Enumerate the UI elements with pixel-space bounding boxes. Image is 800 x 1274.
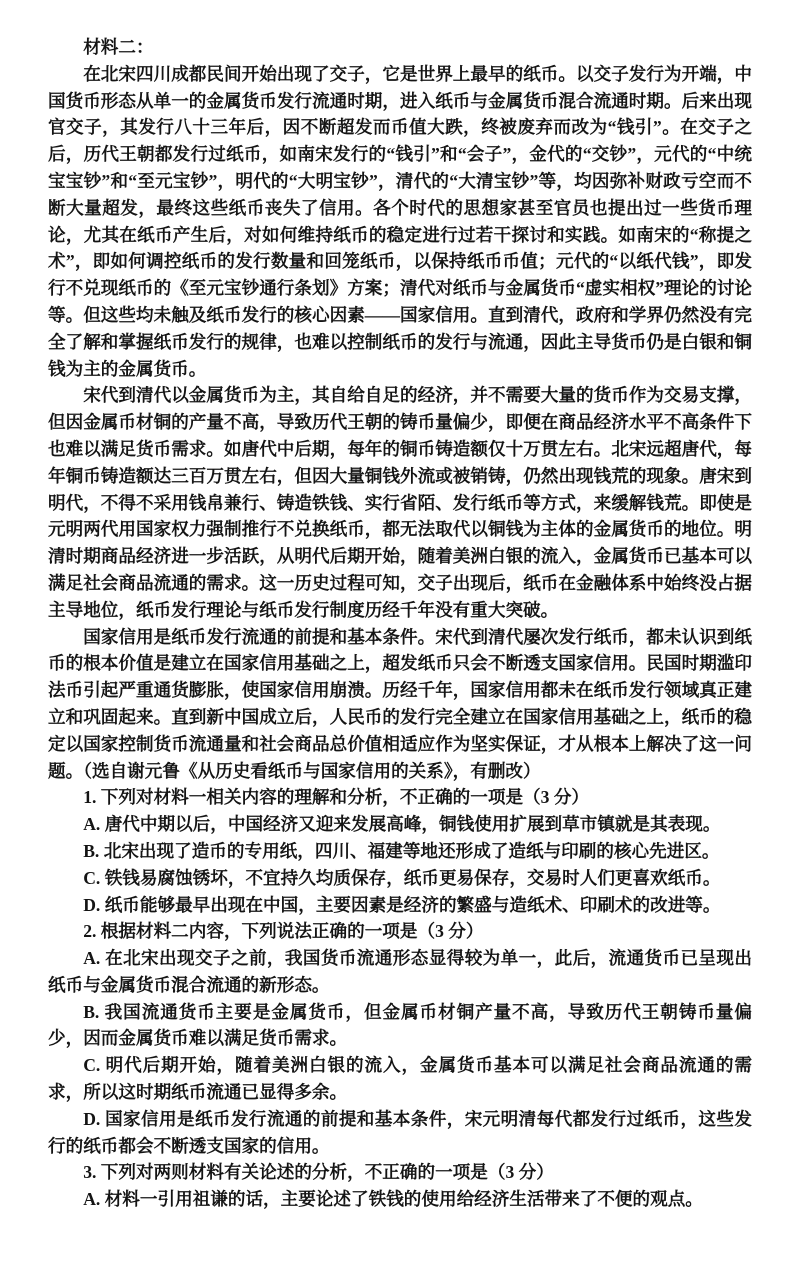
question-1-option-d: D. 纸币能够最早出现在中国，主要因素是经济的繁盛与造纸术、印刷术的改进等。 [83,894,721,915]
question-1-option-b: B. 北宋出现了造币的专用纸，四川、福建等地还形成了造纸与印刷的核心先进区。 [83,840,720,861]
question-2-option-d: D. 国家信用是纸币发行流通的前提和基本条件，宋元明清每代都发行过纸币，这些发行的纸币都会不断透支国家的信用。 [48,1108,752,1156]
question-2-option-b: B. 我国流通货币主要是金属货币，但金属币材铜产量不高，导致历代王朝铸币量偏少，因而金属货币难以满足货币需求。 [48,1001,752,1049]
question-3-option-a: A. 材料一引用祖谦的话，主要论述了铁钱的使用给经济生活带来了不便的观点。 [83,1189,703,1210]
question-3-stem: 3. 下列对两则材料有关论述的分析，不正确的一项是（3 分） [83,1162,554,1183]
question-2-stem: 2. 根据材料二内容，下列说法正确的一项是（3 分） [83,921,484,942]
section-label: 材料二： [83,37,154,57]
question-1-stem: 1. 下列对材料一相关内容的理解和分析，不正确的一项是（3 分） [83,787,590,808]
material-paragraph-2: 宋代到清代以金属货币为主，其自给自足的经济，并不需要大量的货币作为交易支撑，但因金属币材铜的产量不高，导致历代王朝的铸币量偏少，即便在商品经济水平不高条件下也难以满足货币需求。如唐代中后期，每年的铜币铸造额仅十万贯左右。北宋远超唐代，每年铜币铸造额达三百万贯左右，但因大量铜钱外流或被销铸，仍然出现钱荒的现象。唐宋到明代，不得不采用钱帛兼行、铸造铁钱、实行省陌、发行纸币等方式，来缓解钱荒。即使是元明两代用国家权力强制推行不兑换纸币，都无法取代以铜钱为主体的金属货币的地位。明清时期商品经济进一步活跃，从明代后期开始，随着美洲白银的流入，金属货币已基本可以满足社会商品流通的需求。这一历史过程可知，交子出现后，纸币在金融体系中始终没占据主导地位，纸币发行理论与纸币发行制度历经千年没有重大突破。 [48,385,752,620]
question-2-option-a: A. 在北宋出现交子之前，我国货币流通形态显得较为单一，此后，流通货币已呈现出纸币与金属货币混合流通的新形态。 [48,948,752,995]
question-1-option-a: A. 唐代中期以后，中国经济又迎来发展高峰，铜钱使用扩展到草市镇就是其表现。 [83,814,721,835]
material-paragraph-3: 国家信用是纸币发行流通的前提和基本条件。宋代到清代屡次发行纸币，都未认识到纸币的根本价值是建立在国家信用基础之上，超发纸币只会不断透支国家信用。民国时期滥印法币引起严重通货膨胀，使国家信用崩溃。历经千年，国家信用都未在纸币发行领域真正建立和巩固起来。直到新中国成立后，人民币的发行完全建立在国家信用基础之上，纸币的稳定以国家控制货币流通量和社会商品总价值相适应作为坚实保证，才从根本上解决了这一问题。（选自谢元鲁《从历史看纸币与国家信用的关系》，有删改） [48,626,752,781]
question-2-option-c: C. 明代后期开始，随着美洲白银的流入，金属货币基本可以满足社会商品流通的需求，所以这时期纸币流通已显得多余。 [48,1055,752,1103]
question-1-option-c: C. 铁钱易腐蚀锈坏，不宜持久均质保存，纸币更易保存，交易时人们更喜欢纸币。 [83,867,721,888]
material-paragraph-1: 在北宋四川成都民间开始出现了交子，它是世界上最早的纸币。以交子发行为开端，中国货币形态从单一的金属货币发行流通时期，进入纸币与金属货币混合流通时期。后来出现官交子，其发行八十三年后，因不断超发而币值大跌，终被废弃而改为“钱引”。在交子之后，历代王朝都发行过纸币，如南宋发行的“钱引”和“会子”，金代的“交钞”，元代的“中统宝宝钞”和“至元宝钞”，明代的“大明宝钞”，清代的“大清宝钞”等，均因弥补财政亏空而不断大量超发，最终这些纸币丧失了信用。各个时代的思想家甚至官员也提出过一些货币理论，尤其在纸币产生后，对如何维持纸币的稳定进行过若干探讨和实践。如南宋的“称提之术”，即如何调控纸币的发行数量和回笼纸币，以保持纸币币值；元代的“以纸代钱”，即发行不兑现纸币的《至元宝钞通行条划》方案；清代对纸币与金属货币“虚实相权”理论的讨论等。但这些均未触及纸币发行的核心因素——国家信用。直到清代，政府和学界仍然没有完全了解和掌握纸币发行的规律，也难以控制纸币的发行与流通，因此主导货币仍是白银和铜钱为主的金属货币。 [48,63,752,379]
